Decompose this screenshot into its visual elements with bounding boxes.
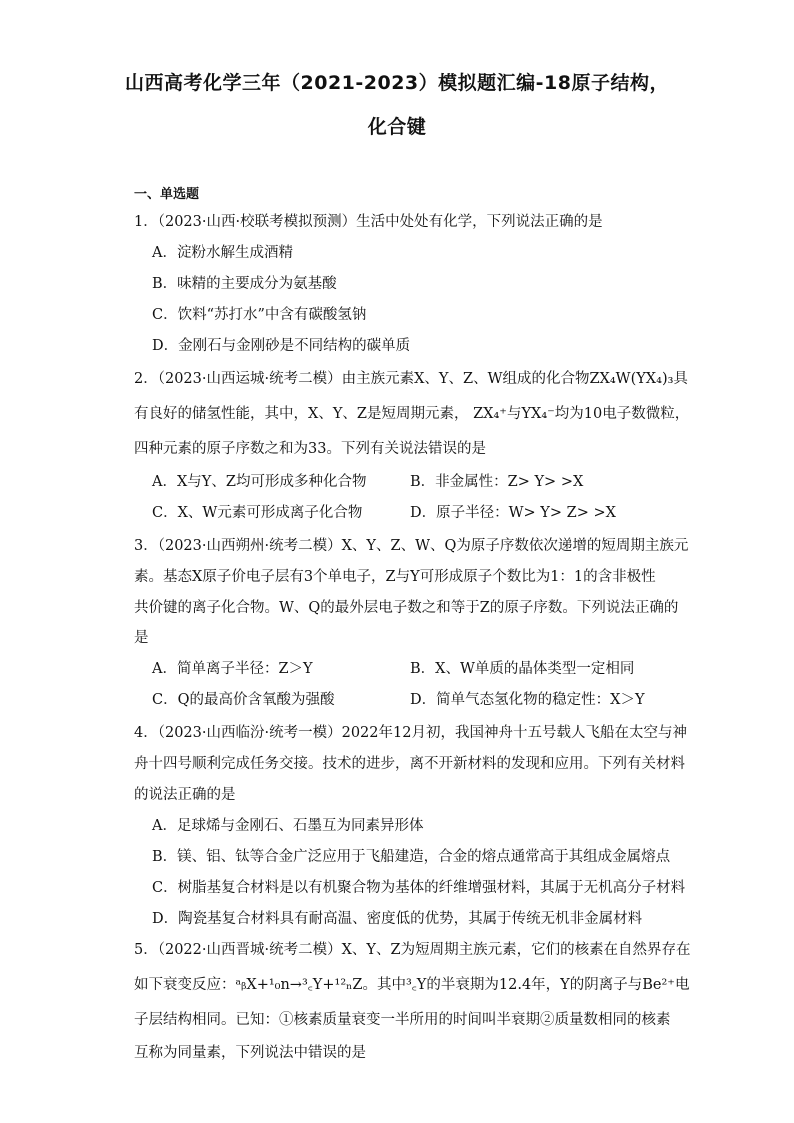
q3-option-c: C．Q的最高价含氧酸为强酸 <box>152 692 335 708</box>
q2-stem-line1: 2．（2023·山西运城·统考二模）由主族元素X、Y、Z、W组成的化合物ZX₄W(YX₄)₃具 <box>134 371 688 387</box>
q1-option-b: B．味精的主要成分为氨基酸 <box>152 276 337 292</box>
q5-stem-line2: 如下衰变反应：ᵃᵦX+¹₀n→³꜀Y+¹²ₙZ。其中³꜀Y的半衰期为12.4年，Y的阴离子与Be²⁺电 <box>134 977 690 993</box>
q5-stem-line4: 互称为同量素，下列说法中错误的是 <box>134 1045 366 1061</box>
q3-option-d: D．简单气态氢化物的稳定性：X＞Y <box>410 692 645 708</box>
q3-stem-line2: 素。基态X原子价电子层有3个单电子，Z与Y可形成原子个数比为1：1的含非极性 <box>134 569 656 585</box>
q2-option-d: D．原子半径：W> Y> Z> >X <box>410 505 616 521</box>
q5-stem-line3: 子层结构相同。已知：①核素质量衰变一半所用的时间叫半衰期②质量数相同的核素 <box>134 1012 671 1028</box>
q3-stem-line3: 共价键的离子化合物。W、Q的最外层电子数之和等于Z的原子序数。下列说法正确的 <box>134 600 679 616</box>
q4-option-b: B．镁、铝、钛等合金广泛应用于飞船建造，合金的熔点通常高于其组成金属熔点 <box>152 849 671 865</box>
q3-option-a: A．简单离子半径：Z＞Y <box>152 661 313 677</box>
q1-stem: 1．（2023·山西·校联考模拟预测）生活中处处有化学，下列说法正确的是 <box>134 214 603 230</box>
q3-option-b: B．X、W单质的晶体类型一定相同 <box>410 661 635 677</box>
q4-option-a: A．足球烯与金刚石、石墨互为同素异形体 <box>152 818 424 834</box>
q2-stem-line3: 四种元素的原子序数之和为33。下列有关说法错误的是 <box>134 441 486 457</box>
q4-stem-line1: 4．（2023·山西临汾·统考一模）2022年12月初，我国神舟十五号载人飞船在太空与神 <box>134 725 687 741</box>
q2-option-c: C．X、W元素可形成离子化合物 <box>152 505 363 521</box>
q2-stem-line2: 有良好的储氢性能，其中，X、Y、Z是短周期元素， ZX₄⁺与YX₄⁻均为10电子数微粒， <box>134 406 690 422</box>
q4-option-d: D．陶瓷基复合材料具有耐高温、密度低的优势，其属于传统无机非金属材料 <box>152 911 643 927</box>
q1-option-a: A．淀粉水解生成酒精 <box>152 245 293 261</box>
document-title-line1: 山西高考化学三年（2021-2023）模拟题汇编-18原子结构， <box>125 72 669 94</box>
q3-stem-line1: 3．（2023·山西朔州·统考二模）X、Y、Z、W、Q为原子序数依次递增的短周期主族元 <box>134 538 689 554</box>
section-heading: 一、单选题 <box>134 187 200 202</box>
q2-option-a: A．X与Y、Z均可形成多种化合物 <box>152 474 367 490</box>
q1-option-d: D．金刚石与金刚砂是不同结构的碳单质 <box>152 338 411 354</box>
q3-stem-line4: 是 <box>134 630 149 646</box>
q1-option-c: C．饮料“苏打水”中含有碳酸氢钠 <box>152 307 367 323</box>
q4-stem-line3: 的说法正确的是 <box>134 787 236 803</box>
q5-stem-line1: 5．（2022·山西晋城·统考二模）X、Y、Z为短周期主族元素，它们的核素在自然界存在 <box>134 942 691 958</box>
q4-option-c: C．树脂基复合材料是以有机聚合物为基体的纤维增强材料，其属于无机高分子材料 <box>152 880 686 896</box>
q4-stem-line2: 舟十四号顺利完成任务交接。技术的进步，离不开新材料的发现和应用。下列有关材料 <box>134 756 685 772</box>
q2-option-b: B．非金属性：Z> Y> >X <box>410 474 584 490</box>
document-title-line2: 化合键 <box>367 116 427 138</box>
